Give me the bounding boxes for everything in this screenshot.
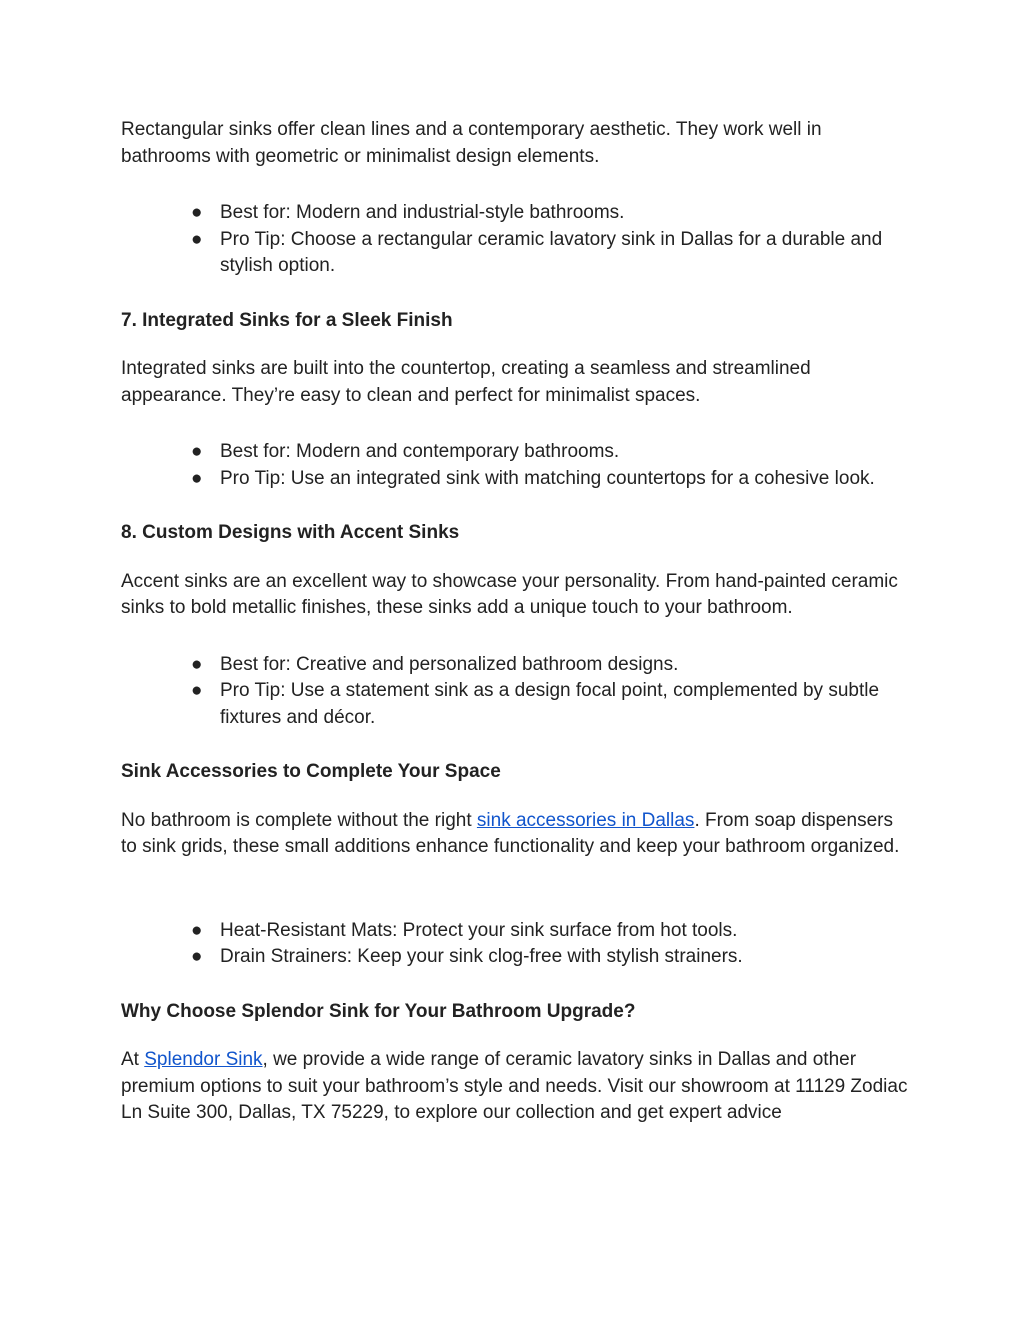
bullet-icon: ●	[191, 202, 203, 223]
why-heading: Why Choose Splendor Sink for Your Bathroom Upgrade?	[121, 1000, 636, 1022]
list-item: ● Drain Strainers: Keep your sink clog-free with stylish strainers.	[121, 944, 911, 971]
list-item: ● Best for: Creative and personalized bathroom designs.	[121, 652, 911, 679]
intro-paragraph: Rectangular sinks offer clean lines and a contemporary aesthetic. They work well in bathrooms with geometric or minimalist design elements.	[121, 119, 822, 167]
bullet-icon: ●	[191, 228, 203, 250]
rect-sink-list	[121, 200, 911, 280]
section7-heading: 7. Integrated Sinks for a Sleek Finish	[121, 309, 453, 331]
list-item: ● Pro Tip: Use an integrated sink with matching countertops for a cohesive look.	[121, 466, 911, 493]
section7-list	[121, 439, 911, 492]
section8-heading: 8. Custom Designs with Accent Sinks	[121, 522, 460, 543]
list-item: ● Pro Tip: Use a statement sink as a design focal point, complemented by subtle fixtures and décor.	[191, 680, 880, 728]
document-page	[121, 117, 911, 1127]
section8-list	[121, 652, 911, 732]
accessories-heading: Sink Accessories to Complete Your Space	[121, 761, 501, 782]
bullet-icon: ●	[191, 946, 203, 967]
bullet-icon: ●	[191, 467, 203, 489]
list-item: ● Heat-Resistant Mats: Protect your sink surface from hot tools.	[121, 918, 911, 945]
accessories-list	[121, 918, 911, 971]
bullet-icon: ●	[191, 441, 203, 462]
list-item: ● Best for: Modern and contemporary bathrooms.	[121, 439, 911, 466]
why-paragraph: At Splendor Sink, we provide a wide range of ceramic lavatory sinks in Dallas and other premium options to suit your bathroom’s style and needs. Visit our showroom at 11129 Zodiac Ln Suite 300, Dallas, TX 75229, to explore our collection and get expert advice	[121, 1049, 908, 1123]
sink-accessories-link[interactable]: sink accessories in Dallas	[476, 809, 695, 831]
section7-paragraph: Integrated sinks are built into the countertop, creating a seamless and streamlined appearance. They’re easy to clean and perfect for minimalist spaces.	[121, 358, 811, 406]
section8-paragraph: Accent sinks are an excellent way to showcase your personality. From hand-painted ceramic sinks to bold metallic finishes, these sinks add a unique touch to your bathroom.	[121, 570, 898, 618]
list-item: ● Best for: Modern and industrial-style bathrooms.	[121, 200, 911, 227]
bullet-icon: ●	[191, 653, 203, 675]
accessories-paragraph: No bathroom is complete without the right sink accessories in Dallas. From soap dispensers to sink grids, these small additions enhance functionality and keep your bathroom organized.	[121, 809, 900, 857]
bullet-icon: ●	[191, 919, 203, 941]
list-item: ● Pro Tip: Choose a rectangular ceramic lavatory sink in Dallas for a durable and stylish option.	[191, 228, 883, 276]
splendor-sink-link[interactable]: Splendor Sink	[144, 1049, 263, 1070]
bullet-icon: ●	[191, 680, 203, 701]
